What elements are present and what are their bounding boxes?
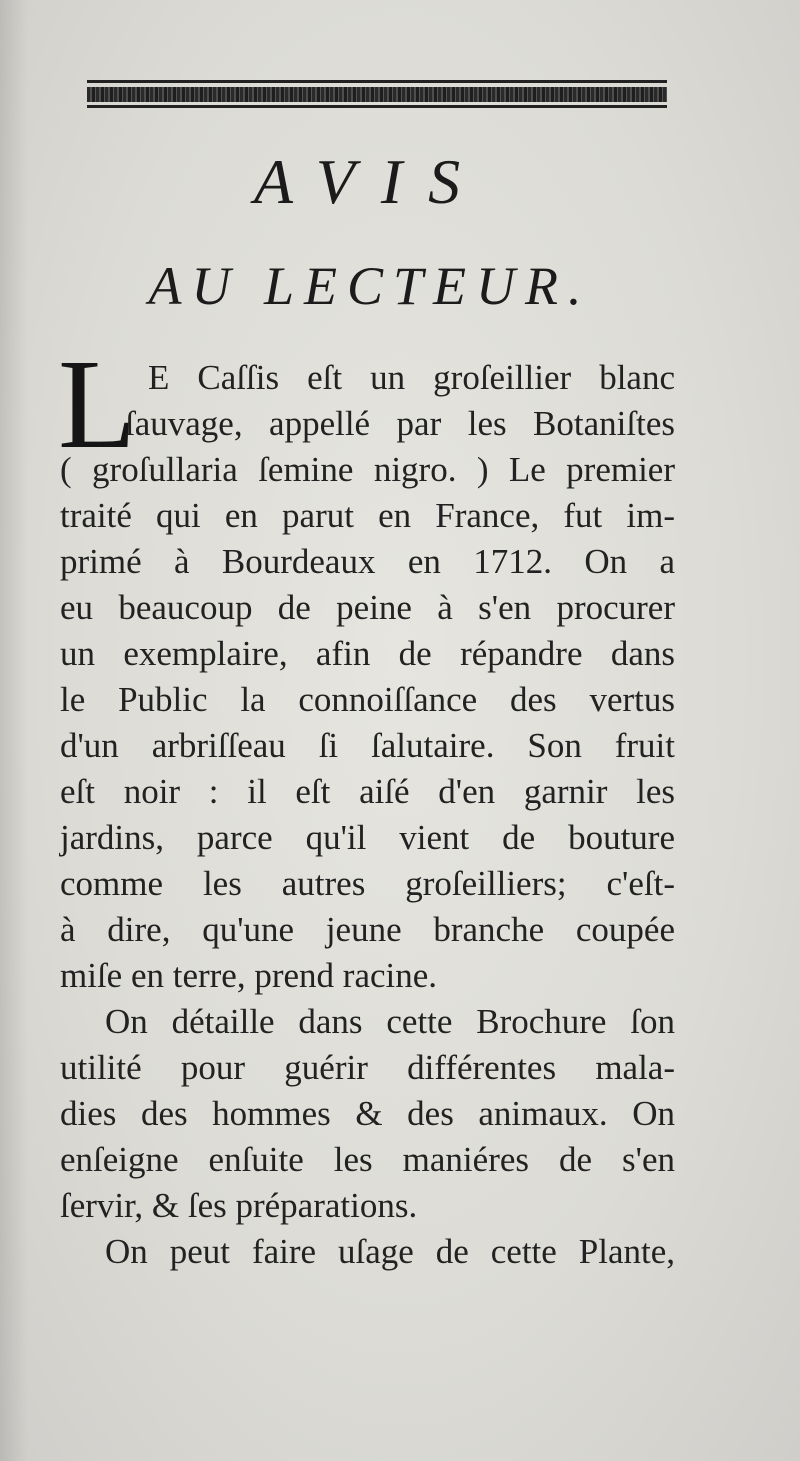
page-edge-shadow xyxy=(0,0,28,1461)
text-line: un exemplaire, afin de répandre dans xyxy=(60,634,675,673)
drop-cap: L xyxy=(58,333,137,475)
text-line: enſeigne enſuite les maniéres de s'en xyxy=(60,1140,675,1179)
rule-top-line xyxy=(87,80,667,83)
text-line: utilité pour guérir différentes mala- xyxy=(60,1048,675,1087)
rule-ornament-band xyxy=(87,87,667,102)
text-line: On peut faire uſage de cette Plante, xyxy=(105,1232,675,1271)
text-line: comme les autres groſeilliers; c'eſt- xyxy=(60,864,675,903)
text-line: dies des hommes & des animaux. On xyxy=(60,1094,675,1133)
text-line: primé à Bourdeaux en 1712. On a xyxy=(60,542,675,581)
text-line: eſt noir : il eſt aiſé d'en garnir les xyxy=(60,772,675,811)
page-subtitle: AU LECTEUR. xyxy=(148,256,592,316)
page-title: AVIS xyxy=(253,146,487,217)
text-line: traité qui en parut en France, fut im- xyxy=(60,496,675,535)
text-line: le Public la connoiſſance des vertus xyxy=(60,680,675,719)
text-line: eu beaucoup de peine à s'en procurer xyxy=(60,588,675,627)
rule-bottom-line xyxy=(87,105,667,108)
text-line: d'un arbriſſeau ſi ſalutaire. Son fruit xyxy=(60,726,675,765)
text-line: ( groſullaria ſemine nigro. ) Le premier xyxy=(60,450,675,489)
text-line: miſe en terre, prend racine. xyxy=(60,956,438,995)
text-line: jardins, parce qu'il vient de bouture xyxy=(60,818,675,857)
text-line: On détaille dans cette Brochure ſon xyxy=(105,1002,675,1041)
text-line: ſauvage, appellé par les Botaniſtes xyxy=(125,404,675,443)
text-line: à dire, qu'une jeune branche coupée xyxy=(60,910,675,949)
text-line: ſervir, & ſes préparations. xyxy=(60,1186,418,1225)
text-line: E Caſſis eſt un groſeillier blanc xyxy=(148,358,675,397)
ornamental-rule xyxy=(87,80,667,110)
